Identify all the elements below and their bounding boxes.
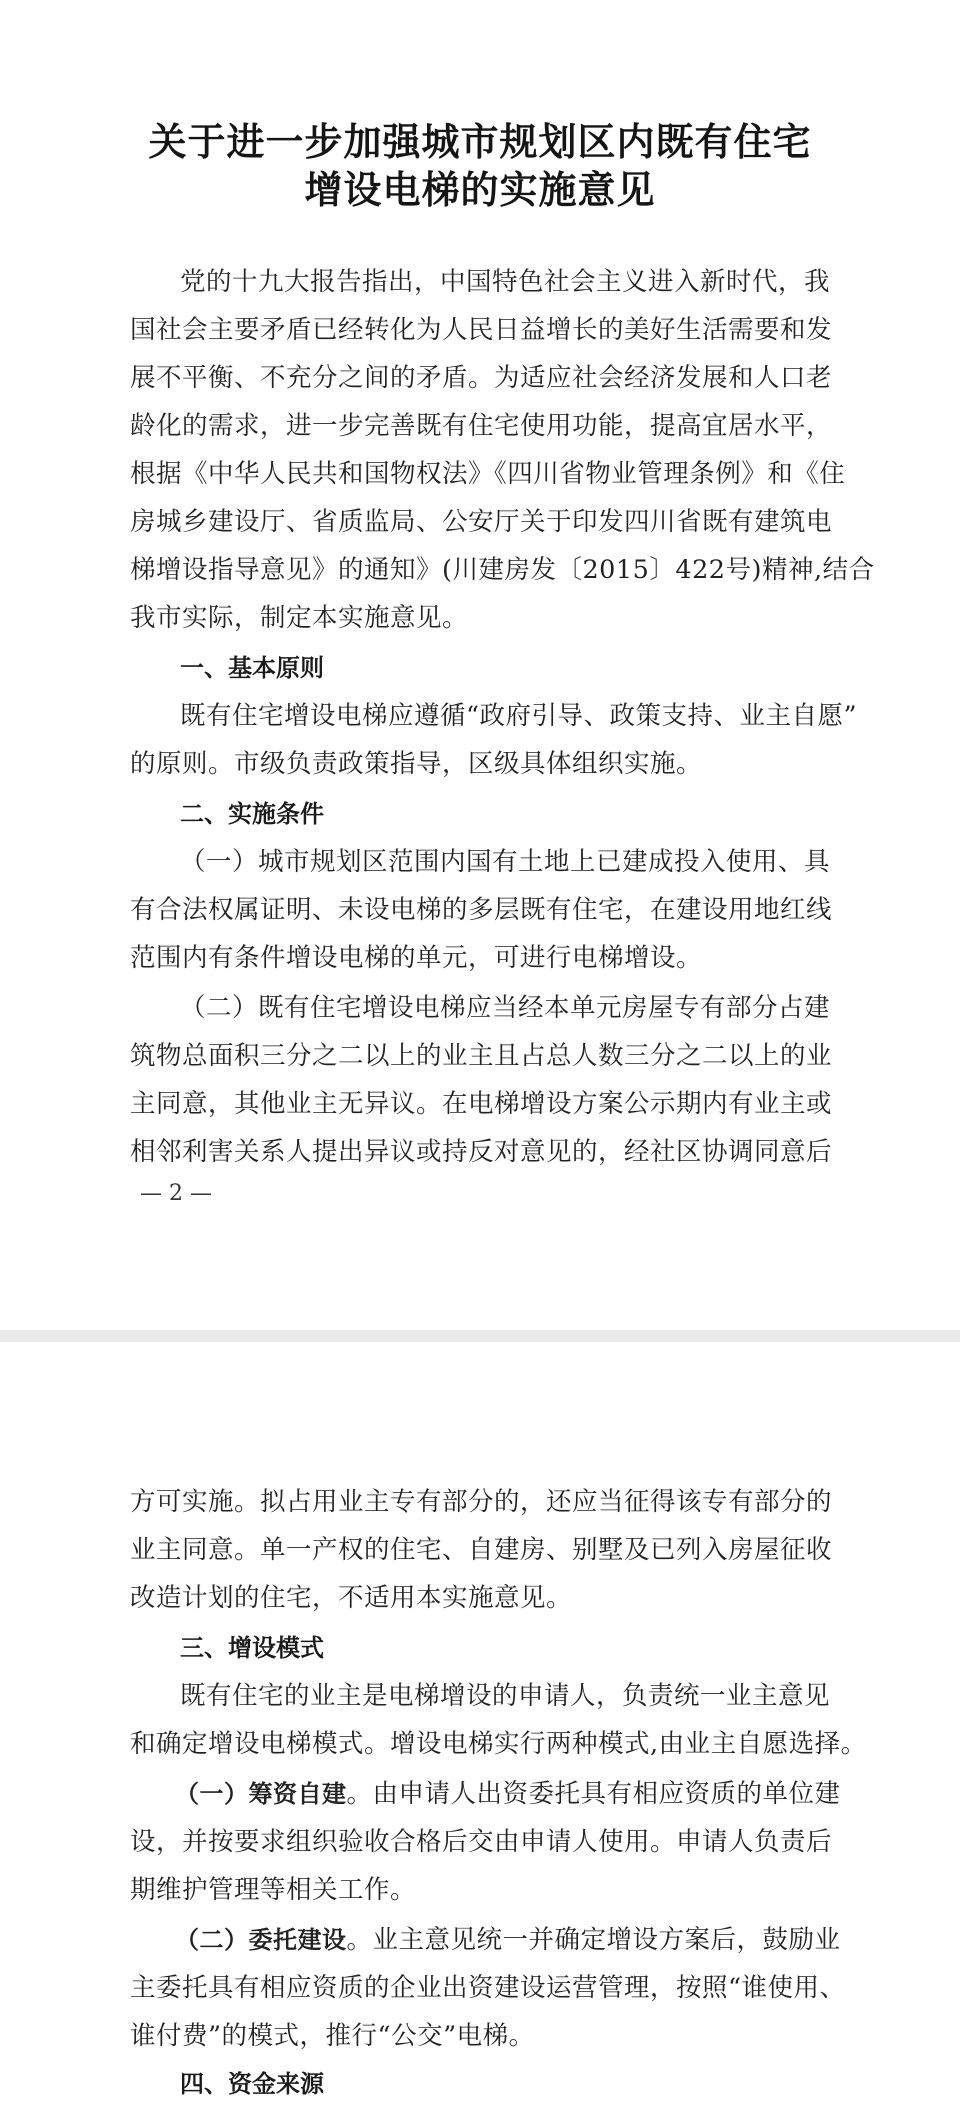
section-heading-addition-modes: 三、增设模式 — [180, 1634, 324, 1662]
section-heading-implementation-conditions: 二、实施条件 — [180, 800, 324, 828]
document-title-line-1: 关于进一步加强城市规划区内既有住宅 — [148, 119, 812, 164]
intro-line: 展不平衡、不充分之间的矛盾。为适应社会经济发展和人口老 — [130, 363, 833, 393]
section1-line: 的原则。市级负责政策指导，区级具体组织实施。 — [130, 749, 703, 779]
condition2-line: 筑物总面积三分之二以上的业主且占总人数三分之二以上的业 — [130, 1041, 833, 1071]
condition1-line: 范围内有条件增设电梯的单元，可进行电梯增设。 — [130, 943, 703, 973]
section3-line: 既有住宅的业主是电梯增设的申请人，负责统一业主意见 — [180, 1681, 831, 1711]
section-heading-basic-principles: 一、基本原则 — [180, 654, 324, 682]
continued-line: 业主同意。单一产权的住宅、自建房、别墅及已列入房屋征收 — [130, 1535, 833, 1565]
mode1-line: 期维护管理等相关工作。 — [130, 1875, 417, 1905]
condition1-line: （一）城市规划区范围内国有土地上已建成投入使用、具 — [180, 847, 831, 877]
intro-line: 国社会主要矛盾已经转化为人民日益增长的美好生活需要和发 — [130, 315, 833, 345]
mode1-label: （一）筹资自建 — [175, 1780, 347, 1808]
mode1-first-line-rest: 。由申请人出资委托具有相应资质的单位建 — [346, 1779, 841, 1809]
mode2-first-line-rest: 。业主意见统一并确定增设方案后，鼓励业 — [346, 1925, 841, 1955]
mode2-first-line — [175, 1920, 841, 1960]
mode1-line: 设，并按要求组织验收合格后交由申请人使用。申请人负责后 — [130, 1827, 833, 1857]
section3-line: 和确定增设电梯模式。增设电梯实行两种模式,由业主自愿选择。 — [130, 1729, 867, 1759]
mode2-label: （二）委托建设 — [175, 1926, 347, 1954]
continued-line: 改造计划的住宅，不适用本实施意见。 — [130, 1583, 573, 1613]
intro-line: 龄化的需求，进一步完善既有住宅使用功能，提高宜居水平， — [130, 411, 833, 441]
document-title-line-2: 增设电梯的实施意见 — [304, 167, 656, 212]
condition2-line: （二）既有住宅增设电梯应当经本单元房屋专有部分占建 — [180, 993, 831, 1023]
condition2-line: 主同意，其他业主无异议。在电梯增设方案公示期内有业主或 — [130, 1089, 833, 1119]
page-separator — [0, 1330, 960, 1342]
condition1-line: 有合法权属证明、未设电梯的多层既有住宅，在建设用地红线 — [130, 895, 833, 925]
intro-line: 梯增设指导意见》的通知》(川建房发〔2015〕422号)精神,结合 — [130, 555, 875, 585]
document-page-2 — [0, 1342, 960, 2098]
mode2-line: 谁付费”的模式，推行“公交”电梯。 — [130, 2021, 535, 2051]
section1-line: 既有住宅增设电梯应遵循“政府引导、政策支持、业主自愿” — [180, 701, 858, 731]
mode2-line: 主委托具有相应资质的企业出资建设运营管理，按照“谁使用、 — [130, 1973, 846, 2003]
condition2-line: 相邻利害关系人提出异议或持反对意见的，经社区协调同意后 — [130, 1137, 833, 1167]
intro-line: 我市实际，制定本实施意见。 — [130, 603, 469, 633]
intro-line: 党的十九大报告指出，中国特色社会主义进入新时代，我 — [180, 267, 831, 297]
mode1-first-line — [175, 1774, 841, 1814]
intro-line: 根据《中华人民共和国物权法》《四川省物业管理条例》和《住 — [130, 459, 846, 489]
page-number: — 2 — — [140, 1181, 212, 1206]
continued-line: 方可实施。拟占用业主专有部分的，还应当征得该专有部分的 — [130, 1487, 833, 1517]
section-heading-funding-sources: 四、资金来源 — [180, 2070, 324, 2098]
intro-line: 房城乡建设厅、省质监局、公安厅关于印发四川省既有建筑电 — [130, 507, 833, 537]
